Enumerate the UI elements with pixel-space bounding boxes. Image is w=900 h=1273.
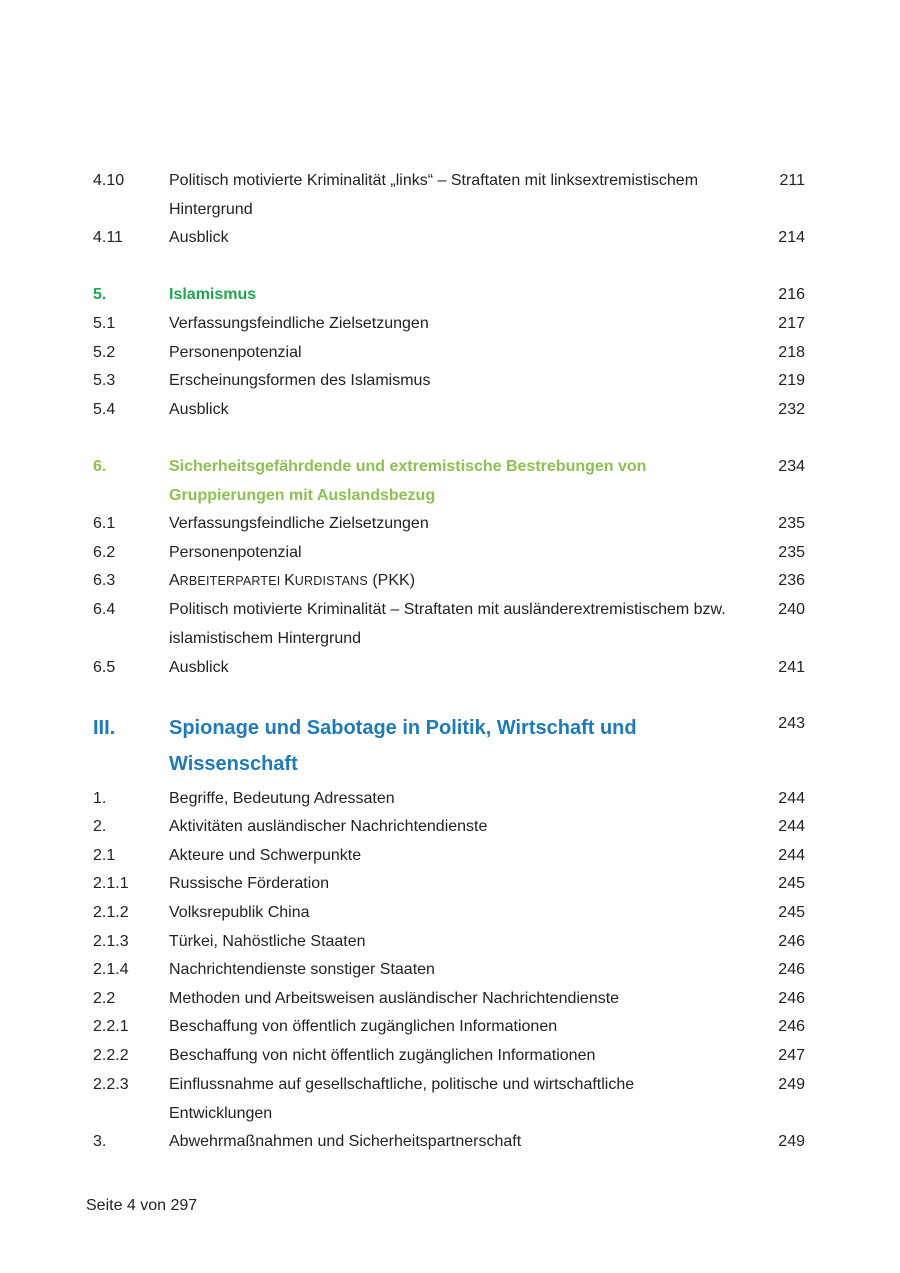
- entry-page: 214: [778, 229, 805, 246]
- entry-title: Politisch motivierte Kriminalität – Straftaten mit ausländerextremistischem bzw. islamistischem Hintergrund: [169, 601, 726, 647]
- entry-title: Abwehrmaßnahmen und Sicherheitspartnerschaft: [169, 1133, 522, 1150]
- entry-title: Personenpotenzial: [169, 544, 302, 561]
- entry-number: 6.5: [93, 659, 116, 676]
- entry-number: 2.: [93, 818, 107, 835]
- entry-title: Einflussnahme auf gesellschaftliche, politische und wirtschaftliche Entwicklungen: [169, 1076, 635, 1122]
- entry-number: 2.2: [93, 990, 116, 1007]
- entry-number: 2.2.2: [93, 1047, 129, 1064]
- entry-page: 246: [778, 933, 805, 950]
- entry-title: Ausblick: [169, 229, 229, 246]
- entry-page: 217: [778, 315, 805, 332]
- entry-title: Nachrichtendienste sonstiger Staaten: [169, 961, 435, 978]
- entry-title: Ausblick: [169, 659, 229, 676]
- entry-page: 244: [778, 790, 805, 807]
- entry-page: 247: [778, 1047, 805, 1064]
- entry-title: Islamismus: [169, 286, 257, 303]
- entry-title: Sicherheitsgefährdende und extremistische Bestrebungen von Gruppierungen mit Auslandsbezug: [169, 458, 647, 504]
- entry-number: 6.4: [93, 601, 116, 618]
- title-suffix: (PKK): [367, 572, 416, 589]
- small-caps-initial: A: [169, 572, 180, 589]
- entry-page: 246: [778, 990, 805, 1007]
- entry-number: 2.2.3: [93, 1076, 129, 1093]
- entry-title: Erscheinungsformen des Islamismus: [169, 372, 431, 389]
- entry-title: Türkei, Nahöstliche Staaten: [169, 933, 366, 950]
- entry-number: 1.: [93, 790, 107, 807]
- entry-page: 245: [778, 875, 805, 892]
- entry-number: III.: [93, 717, 116, 739]
- entry-number: 2.1: [93, 847, 116, 864]
- entry-title: Spionage und Sabotage in Politik, Wirtschaft und Wissenschaft: [169, 717, 637, 775]
- entry-number: 6.2: [93, 544, 116, 561]
- entry-title: Beschaffung von öffentlich zugänglichen Informationen: [169, 1018, 558, 1035]
- entry-number: 6.3: [93, 572, 116, 589]
- entry-number: 2.1.3: [93, 933, 129, 950]
- small-caps-rest: RBEITERPARTEI: [179, 574, 285, 588]
- entry-page: 244: [778, 847, 805, 864]
- entry-page: 219: [778, 372, 805, 389]
- entry-page: 232: [778, 401, 805, 418]
- entry-title: Verfassungsfeindliche Zielsetzungen: [169, 515, 429, 532]
- entry-page: 235: [778, 515, 805, 532]
- entry-page: 216: [778, 286, 805, 303]
- entry-title: Ausblick: [169, 401, 229, 418]
- entry-title: Begriffe, Bedeutung Adressaten: [169, 790, 395, 807]
- entry-page: 246: [778, 1018, 805, 1035]
- entry-number: 5.1: [93, 315, 116, 332]
- entry-number: 6.1: [93, 515, 116, 532]
- entry-number: 4.10: [93, 172, 125, 189]
- entry-number: 5.2: [93, 344, 116, 361]
- small-caps-rest: URDISTANS: [294, 574, 368, 588]
- entry-number: 6.: [93, 458, 107, 475]
- entry-number: 2.1.4: [93, 961, 129, 978]
- entry-page: 240: [778, 601, 805, 618]
- entry-page: 246: [778, 961, 805, 978]
- entry-title: [169, 567, 729, 596]
- entry-page: 234: [778, 458, 805, 475]
- entry-page: 211: [779, 172, 805, 189]
- entry-page: 241: [778, 659, 805, 676]
- entry-title: Politisch motivierte Kriminalität „links“ – Straftaten mit linksextremistischem Hintergrund: [169, 172, 699, 218]
- entry-number: 5.3: [93, 372, 116, 389]
- entry-title: Personenpotenzial: [169, 344, 302, 361]
- entry-number: 2.2.1: [93, 1018, 129, 1035]
- entry-page: 244: [778, 818, 805, 835]
- entry-page: 249: [778, 1076, 805, 1093]
- entry-title: Aktivitäten ausländischer Nachrichtendienste: [169, 818, 488, 835]
- entry-page: 243: [778, 715, 805, 732]
- entry-number: 5.: [93, 286, 107, 303]
- entry-title: Russische Förderation: [169, 875, 330, 892]
- entry-page: 249: [778, 1133, 805, 1150]
- entry-number: 2.1.2: [93, 904, 129, 921]
- entry-page: 236: [778, 572, 805, 589]
- entry-number: 5.4: [93, 401, 116, 418]
- entry-title: Akteure und Schwerpunkte: [169, 847, 362, 864]
- entry-page: 218: [778, 344, 805, 361]
- entry-number: 4.11: [93, 229, 123, 246]
- entry-title: Beschaffung von nicht öffentlich zugänglichen Informationen: [169, 1047, 596, 1064]
- entry-page: 235: [778, 544, 805, 561]
- entry-number: 3.: [93, 1133, 107, 1150]
- entry-title: Methoden und Arbeitsweisen ausländischer Nachrichtendienste: [169, 990, 620, 1007]
- entry-number: 2.1.1: [93, 875, 129, 892]
- entry-title: Volksrepublik China: [169, 904, 310, 921]
- entry-page: 245: [778, 904, 805, 921]
- page-footer: Seite 4 von 297: [86, 1197, 198, 1214]
- small-caps-initial: K: [284, 572, 295, 589]
- entry-title: Verfassungsfeindliche Zielsetzungen: [169, 315, 429, 332]
